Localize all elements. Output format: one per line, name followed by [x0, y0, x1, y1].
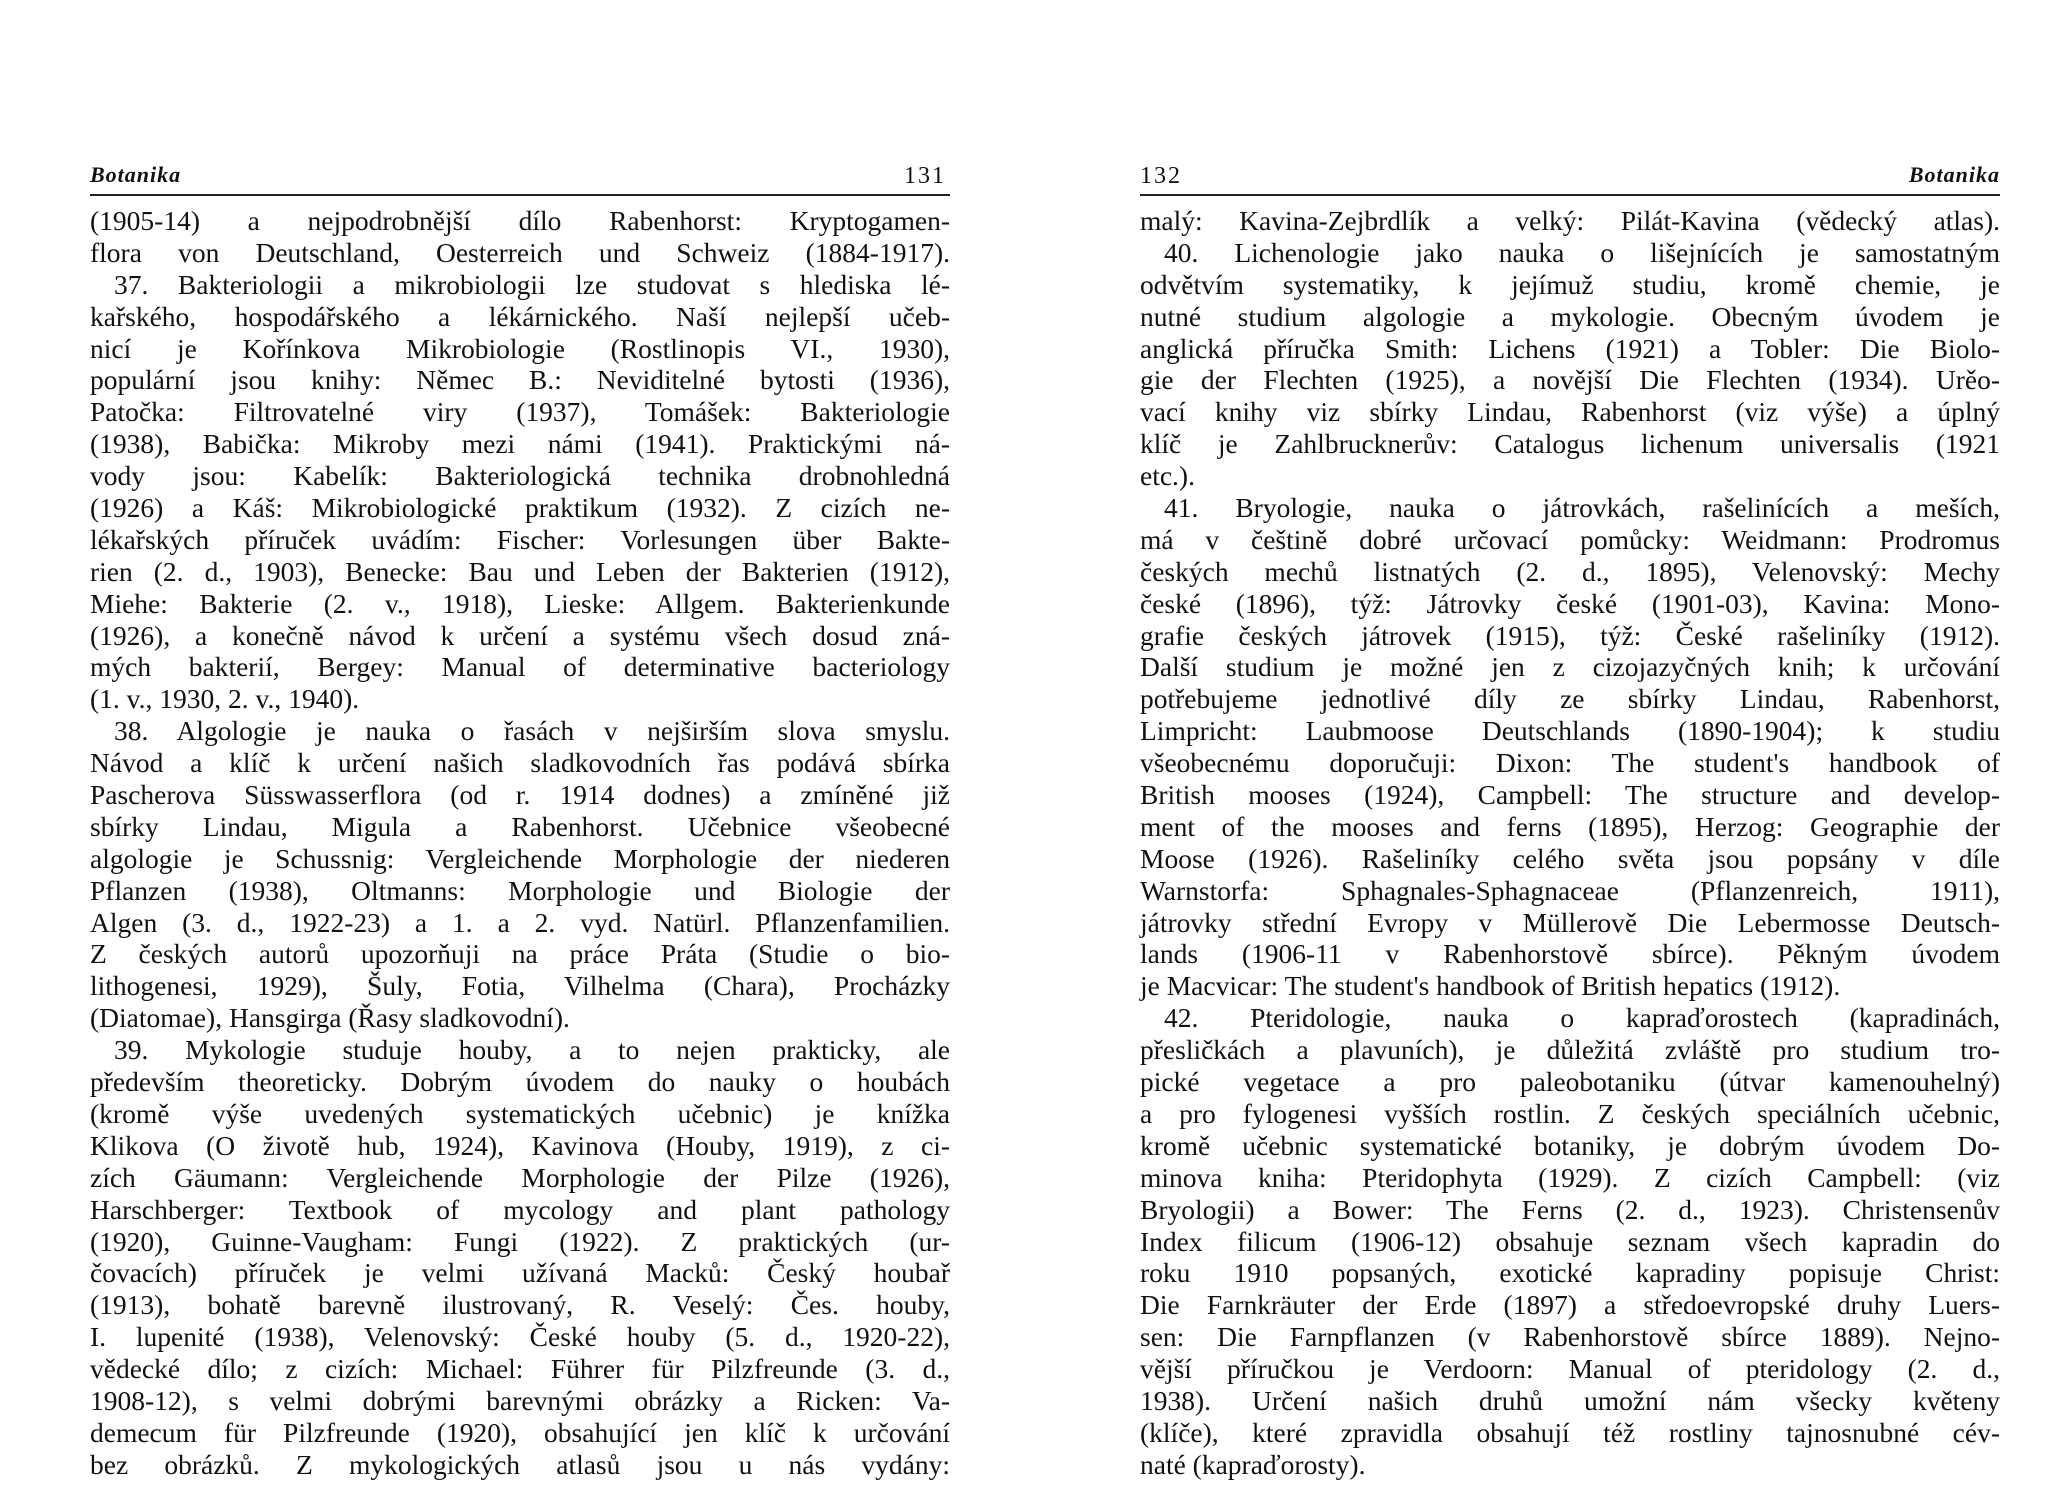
text-line: naté (kapraďorosty). [1140, 1448, 1366, 1480]
running-title: Botanika [90, 162, 182, 187]
text-line: 1908-12), s velmi dobrými barevnými obrázky a Ricken: Va- [90, 1384, 950, 1416]
text-line: (1920), Guinne-Vaugham: Fungi (1922). Z praktických (ur- [90, 1225, 950, 1257]
running-head [1140, 160, 2000, 196]
text-line: Index filicum (1906-12) obsahuje seznam všech kapradin do [1140, 1225, 2000, 1257]
text-line: British mooses (1924), Campbell: The structure and develop- [1140, 779, 2000, 811]
text-line: Patočka: Filtrovatelné viry (1937), Tomášek: Bakteriologie [90, 396, 950, 428]
text-line: Další studium je možné jen z cizojazyčných knih; k určování [1140, 651, 2000, 683]
text-line: je Macvicar: The student's handbook of British hepatics (1912). [1140, 970, 1841, 1002]
text-line: zích Gäumann: Vergleichende Morphologie der Pilze (1926), [90, 1161, 950, 1193]
text-line: (kromě výše uvedených systematických učebnic) je knížka [90, 1097, 950, 1129]
page-number: 131 [904, 163, 946, 189]
text-line: pické vegetace a pro paleobotaniku (útvar kamenouhelný) [1140, 1066, 2000, 1098]
text-line: (Diatomae), Hansgirga (Řasy sladkovodní). [90, 1002, 570, 1034]
text-line: lékařských příruček uvádím: Fischer: Vorlesungen über Bakte- [90, 523, 950, 555]
text-line: 37. Bakteriologii a mikrobiologii lze studovat s hlediska lé- [114, 268, 950, 300]
text-line: anglická příručka Smith: Lichens (1921) a Tobler: Die Biolo- [1140, 332, 2000, 364]
text-line: české (1896), týž: Játrovky české (1901-03), Kavina: Mono- [1140, 587, 2000, 619]
text-line: Z českých autorů upozorňuji na práce Práta (Studie o bio- [90, 938, 950, 970]
right-page [1140, 0, 2000, 1500]
text-line: játrovky střední Evropy v Müllerově Die Lebermosse Deutsch- [1140, 906, 2000, 938]
text-line: etc.). [1140, 460, 1195, 492]
text-line: nutné studium algologie a mykologie. Obecným úvodem je [1140, 300, 2000, 332]
text-line: rien (2. d., 1903), Benecke: Bau und Leben der Bakterien (1912), [90, 555, 950, 587]
text-line: grafie českých játrovek (1915), týž: České rašeliníky (1912). [1140, 619, 2000, 651]
text-line: (1913), bohatě barevně ilustrovaný, R. Veselý: Čes. houby, [90, 1289, 950, 1321]
text-line: bez obrázků. Z mykologických atlasů jsou u nás vydány: [90, 1448, 950, 1480]
text-line: vější příručkou je Verdoorn: Manual of pteridology (2. d., [1140, 1353, 2000, 1385]
text-line: lands (1906-11 v Rabenhorstově sbírce). Pěkným úvodem [1140, 938, 2000, 970]
text-line: Die Farnkräuter der Erde (1897) a středoevropské druhy Luers- [1140, 1289, 2000, 1321]
text-line: Algen (3. d., 1922-23) a 1. a 2. vyd. Natürl. Pflanzenfamilien. [90, 906, 950, 938]
text-line: 42. Pteridologie, nauka o kapraďorostech (kapradinách, [1164, 1002, 2000, 1034]
text-line: klíč je Zahlbrucknerův: Catalogus lichenum universalis (1921 [1140, 428, 2000, 460]
text-line: především theoreticky. Dobrým úvodem do nauky o houbách [90, 1066, 950, 1098]
text-line: (1926), a konečně návod k určení a systému všech dosud zná- [90, 619, 950, 651]
text-line: I. lupenité (1938), Velenovský: České houby (5. d., 1920-22), [90, 1321, 950, 1353]
text-line: Bryologii) a Bower: The Ferns (2. d., 1923). Christensenův [1140, 1193, 2000, 1225]
text-line: malý: Kavina-Zejbrdlík a velký: Pilát-Kavina (vědecký atlas). [1140, 205, 2000, 236]
text-line: ment of the mooses and ferns (1895), Herzog: Geographie der [1140, 810, 2000, 842]
text-line: Klikova (O životě hub, 1924), Kavinova (Houby, 1919), z ci- [90, 1129, 950, 1161]
running-head [90, 160, 950, 196]
text-line: Miehe: Bakterie (2. v., 1918), Lieske: Allgem. Bakterienkunde [90, 587, 950, 619]
text-line: roku 1910 popsaných, exotické kapradiny popisuje Christ: [1140, 1257, 2000, 1289]
text-line: sen: Die Farnpflanzen (v Rabenhorstově sbírce 1889). Nejno- [1140, 1321, 2000, 1353]
body-text [90, 205, 950, 1481]
text-line: 1938). Určení našich druhů umožní nám všecky květeny [1140, 1384, 2000, 1416]
text-line: (1. v., 1930, 2. v., 1940). [90, 683, 360, 715]
text-line: potřebujeme jednotlivé díly ze sbírky Lindau, Rabenhorst, [1140, 683, 2000, 715]
text-line: Návod a klíč k určení našich sladkovodních řas podává sbírka [90, 747, 950, 779]
text-line: lithogenesi, 1929), Šuly, Fotia, Vilhelma (Chara), Procházky [90, 970, 950, 1002]
text-line: populární jsou knihy: Němec B.: Neviditelné bytosti (1936), [90, 364, 950, 396]
text-line: Warnstorfa: Sphagnales-Sphagnaceae (Pflanzenreich, 1911), [1140, 874, 2000, 906]
text-line: vody jsou: Kabelík: Bakteriologická technika drobnohledná [90, 460, 950, 492]
text-line: a pro fylogenesi vyšších rostlin. Z českých speciálních učebnic, [1140, 1097, 2000, 1129]
text-line: Limpricht: Laubmoose Deutschlands (1890-1904); k studiu [1140, 715, 2000, 747]
text-line: algologie je Schussnig: Vergleichende Morphologie der niederen [90, 842, 950, 874]
text-line: Pascherova Süsswasserflora (od r. 1914 dodnes) a zmíněné již [90, 779, 950, 811]
text-line: kařského, hospodářského a lékárnického. Naší nejlepší učeb- [90, 300, 950, 332]
text-line: sbírky Lindau, Migula a Rabenhorst. Učebnice všeobecné [90, 810, 950, 842]
text-line: (1938), Babička: Mikroby mezi námi (1941). Praktickými ná- [90, 428, 950, 460]
text-line: 40. Lichenologie jako nauka o lišejnících je samostatným [1164, 236, 2000, 268]
text-line: čovacích) příruček je velmi užívaná Macků: Český houbař [90, 1257, 950, 1289]
text-line: 38. Algologie je nauka o řasách v nejširším slova smyslu. [114, 715, 950, 747]
text-line: (1905-14) a nejpodrobnější dílo Rabenhorst: Kryptogamen- [90, 205, 950, 236]
text-line: vací knihy viz sbírky Lindau, Rabenhorst (viz výše) a úplný [1140, 396, 2000, 428]
text-line: odvětvím systematiky, k jejímuž studiu, kromě chemie, je [1140, 268, 2000, 300]
text-line: 41. Bryologie, nauka o játrovkách, rašelinících a meších, [1164, 492, 2000, 524]
text-line: flora von Deutschland, Oesterreich und Schweiz (1884-1917). [90, 236, 950, 268]
text-line: minova kniha: Pteridophyta (1929). Z cizích Campbell: (viz [1140, 1161, 2000, 1193]
text-line: (klíče), které zpravidla obsahují též rostliny tajnosnubné cév- [1140, 1416, 2000, 1448]
text-line: Moose (1926). Rašeliníky celého světa jsou popsány v díle [1140, 842, 2000, 874]
text-line: (1926) a Káš: Mikrobiologické praktikum (1932). Z cizích ne- [90, 492, 950, 524]
text-line: přesličkách a plavuních), je důležitá zvláště pro studium tro- [1140, 1034, 2000, 1066]
left-page [90, 0, 950, 1500]
text-line: gie der Flechten (1925), a novější Die Flechten (1934). Urěo- [1140, 364, 2000, 396]
text-line: českých mechů listnatých (2. d., 1895), Velenovský: Mechy [1140, 555, 2000, 587]
text-line: vědecké dílo; z cizích: Michael: Führer für Pilzfreunde (3. d., [90, 1353, 950, 1385]
text-line: nicí je Kořínkova Mikrobiologie (Rostlinopis VI., 1930), [90, 332, 950, 364]
body-text [1140, 205, 2000, 1481]
text-line: Pflanzen (1938), Oltmanns: Morphologie und Biologie der [90, 874, 950, 906]
text-line: všeobecnému doporučuji: Dixon: The student's handbook of [1140, 747, 2000, 779]
running-title: Botanika [1908, 162, 2000, 187]
text-line: demecum für Pilzfreunde (1920), obsahující jen klíč k určování [90, 1416, 950, 1448]
text-line: má v češtině dobré určovací pomůcky: Weidmann: Prodromus [1140, 523, 2000, 555]
text-line: 39. Mykologie studuje houby, a to nejen prakticky, ale [114, 1034, 950, 1066]
text-line: mých bakterií, Bergey: Manual of determinative bacteriology [90, 651, 950, 683]
text-line: kromě učebnic systematické botaniky, je dobrým úvodem Do- [1140, 1129, 2000, 1161]
page-number: 132 [1140, 163, 1182, 189]
text-line: Harschberger: Textbook of mycology and plant pathology [90, 1193, 950, 1225]
